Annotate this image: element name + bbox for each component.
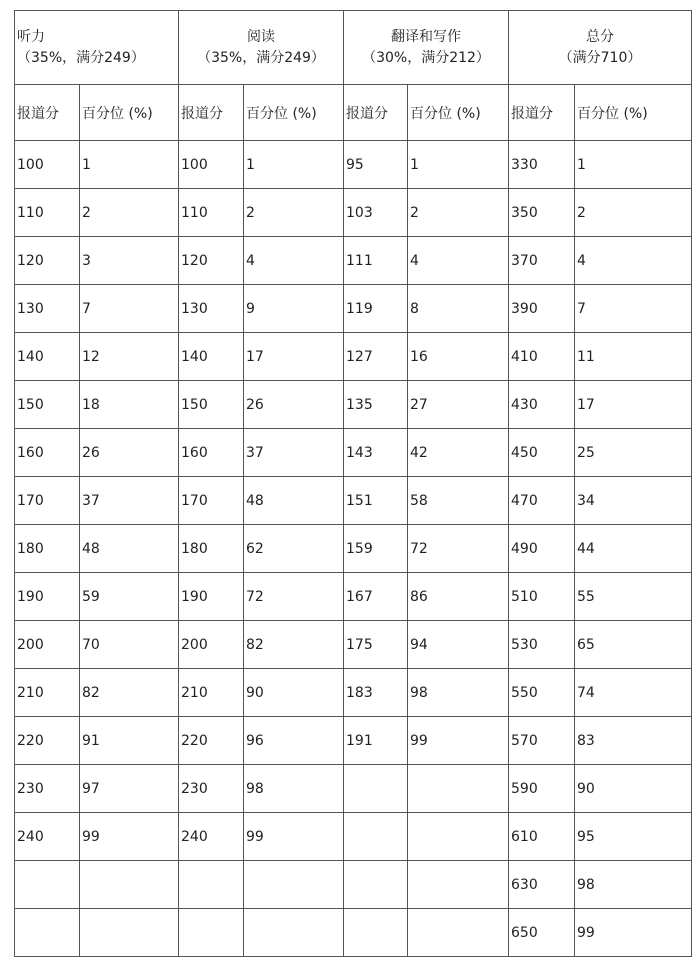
percentile-cell: 7 xyxy=(575,285,692,333)
percentile-cell: 12 xyxy=(80,333,179,381)
score-cell: 570 xyxy=(509,717,575,765)
percentile-cell: 34 xyxy=(575,477,692,525)
percentile-cell: 1 xyxy=(80,141,179,189)
score-cell: 110 xyxy=(179,189,244,237)
score-cell: 210 xyxy=(179,669,244,717)
table-row xyxy=(15,477,692,525)
score-cell: 100 xyxy=(179,141,244,189)
percentile-cell xyxy=(408,909,509,957)
score-cell: 230 xyxy=(15,765,80,813)
section-header-row xyxy=(15,11,692,85)
percentile-cell: 90 xyxy=(575,765,692,813)
score-cell: 100 xyxy=(15,141,80,189)
table-row xyxy=(15,525,692,573)
score-cell xyxy=(344,813,408,861)
percentile-cell: 26 xyxy=(80,429,179,477)
score-cell: 650 xyxy=(509,909,575,957)
percentile-cell: 95 xyxy=(575,813,692,861)
table-row xyxy=(15,189,692,237)
score-cell: 180 xyxy=(15,525,80,573)
percentile-cell: 37 xyxy=(80,477,179,525)
score-cell: 170 xyxy=(15,477,80,525)
score-cell xyxy=(344,861,408,909)
score-cell: 120 xyxy=(15,237,80,285)
score-cell: 350 xyxy=(509,189,575,237)
percentile-cell: 58 xyxy=(408,477,509,525)
percentile-cell: 86 xyxy=(408,573,509,621)
percentile-cell: 94 xyxy=(408,621,509,669)
percentile-cell xyxy=(244,861,344,909)
score-cell: 160 xyxy=(179,429,244,477)
percentile-cell: 70 xyxy=(80,621,179,669)
score-cell: 470 xyxy=(509,477,575,525)
score-cell: 119 xyxy=(344,285,408,333)
score-cell: 510 xyxy=(509,573,575,621)
percentile-cell: 82 xyxy=(244,621,344,669)
score-cell: 210 xyxy=(15,669,80,717)
table-row xyxy=(15,909,692,957)
score-cell: 220 xyxy=(15,717,80,765)
percentile-cell: 7 xyxy=(80,285,179,333)
score-cell: 110 xyxy=(15,189,80,237)
table-row xyxy=(15,717,692,765)
score-cell: 127 xyxy=(344,333,408,381)
score-cell: 160 xyxy=(15,429,80,477)
section-header-reading xyxy=(179,11,344,85)
score-cell: 430 xyxy=(509,381,575,429)
section-header-listening xyxy=(15,11,179,85)
table-row xyxy=(15,381,692,429)
percentile-cell: 3 xyxy=(80,237,179,285)
percentile-cell: 4 xyxy=(575,237,692,285)
score-cell: 95 xyxy=(344,141,408,189)
score-cell: 180 xyxy=(179,525,244,573)
table-row xyxy=(15,765,692,813)
score-cell: 167 xyxy=(344,573,408,621)
score-cell: 190 xyxy=(15,573,80,621)
percentile-cell: 62 xyxy=(244,525,344,573)
score-cell: 410 xyxy=(509,333,575,381)
score-cell xyxy=(344,909,408,957)
table-row xyxy=(15,669,692,717)
percentile-cell: 25 xyxy=(575,429,692,477)
percentile-cell: 48 xyxy=(244,477,344,525)
score-cell: 130 xyxy=(15,285,80,333)
section-name: 阅读 xyxy=(247,28,275,45)
column-header-percentile: 百分位 (%) xyxy=(408,85,509,141)
score-cell: 370 xyxy=(509,237,575,285)
percentile-cell xyxy=(80,909,179,957)
score-cell: 550 xyxy=(509,669,575,717)
column-header-percentile: 百分位 (%) xyxy=(80,85,179,141)
score-cell: 390 xyxy=(509,285,575,333)
percentile-cell: 90 xyxy=(244,669,344,717)
score-cell: 450 xyxy=(509,429,575,477)
percentile-cell: 72 xyxy=(244,573,344,621)
section-info: （35%，满分249） xyxy=(17,49,145,66)
percentile-cell: 98 xyxy=(408,669,509,717)
percentile-cell xyxy=(80,861,179,909)
column-header-score: 报道分 xyxy=(15,85,80,141)
percentile-cell: 55 xyxy=(575,573,692,621)
percentile-cell: 99 xyxy=(80,813,179,861)
score-cell xyxy=(179,909,244,957)
percentile-cell: 72 xyxy=(408,525,509,573)
percentile-cell: 42 xyxy=(408,429,509,477)
percentile-cell: 26 xyxy=(244,381,344,429)
column-header-score: 报道分 xyxy=(509,85,575,141)
percentile-cell: 2 xyxy=(244,189,344,237)
score-cell: 103 xyxy=(344,189,408,237)
score-cell: 190 xyxy=(179,573,244,621)
score-cell xyxy=(15,861,80,909)
score-cell: 230 xyxy=(179,765,244,813)
percentile-cell: 2 xyxy=(575,189,692,237)
column-header-percentile: 百分位 (%) xyxy=(575,85,692,141)
table-row xyxy=(15,573,692,621)
score-cell: 143 xyxy=(344,429,408,477)
percentile-cell: 65 xyxy=(575,621,692,669)
percentile-cell: 98 xyxy=(244,765,344,813)
score-percentile-table xyxy=(14,10,692,957)
percentile-cell: 96 xyxy=(244,717,344,765)
score-cell: 191 xyxy=(344,717,408,765)
percentile-cell xyxy=(408,765,509,813)
percentile-cell: 11 xyxy=(575,333,692,381)
percentile-cell: 1 xyxy=(575,141,692,189)
table-row xyxy=(15,861,692,909)
score-cell: 200 xyxy=(179,621,244,669)
percentile-cell: 4 xyxy=(244,237,344,285)
score-cell: 151 xyxy=(344,477,408,525)
score-cell: 150 xyxy=(15,381,80,429)
score-cell xyxy=(15,909,80,957)
column-header-percentile: 百分位 (%) xyxy=(244,85,344,141)
percentile-cell: 83 xyxy=(575,717,692,765)
percentile-cell: 99 xyxy=(408,717,509,765)
section-name: 总分 xyxy=(586,28,614,45)
score-cell: 220 xyxy=(179,717,244,765)
section-header-total xyxy=(509,11,692,85)
percentile-cell: 1 xyxy=(244,141,344,189)
table-row xyxy=(15,429,692,477)
table-row xyxy=(15,285,692,333)
score-cell: 590 xyxy=(509,765,575,813)
score-cell: 140 xyxy=(15,333,80,381)
percentile-cell: 1 xyxy=(408,141,509,189)
score-cell: 140 xyxy=(179,333,244,381)
percentile-cell: 98 xyxy=(575,861,692,909)
score-cell: 610 xyxy=(509,813,575,861)
percentile-cell: 17 xyxy=(575,381,692,429)
percentile-cell: 37 xyxy=(244,429,344,477)
score-cell: 150 xyxy=(179,381,244,429)
score-cell: 130 xyxy=(179,285,244,333)
table-row xyxy=(15,621,692,669)
score-cell xyxy=(179,861,244,909)
percentile-cell: 82 xyxy=(80,669,179,717)
section-info: （满分710） xyxy=(558,49,642,66)
percentile-cell: 44 xyxy=(575,525,692,573)
score-cell: 159 xyxy=(344,525,408,573)
score-cell: 111 xyxy=(344,237,408,285)
score-cell: 135 xyxy=(344,381,408,429)
percentile-cell: 99 xyxy=(244,813,344,861)
score-cell xyxy=(344,765,408,813)
table-row xyxy=(15,237,692,285)
percentile-cell: 16 xyxy=(408,333,509,381)
table-row xyxy=(15,141,692,189)
table-row xyxy=(15,333,692,381)
score-cell: 240 xyxy=(15,813,80,861)
score-cell: 170 xyxy=(179,477,244,525)
percentile-cell: 97 xyxy=(80,765,179,813)
column-header-score: 报道分 xyxy=(344,85,408,141)
percentile-cell: 59 xyxy=(80,573,179,621)
section-name: 翻译和写作 xyxy=(391,28,461,45)
percentile-cell xyxy=(244,909,344,957)
score-cell: 240 xyxy=(179,813,244,861)
score-cell: 490 xyxy=(509,525,575,573)
percentile-cell: 91 xyxy=(80,717,179,765)
percentile-cell: 4 xyxy=(408,237,509,285)
score-cell: 120 xyxy=(179,237,244,285)
percentile-cell: 2 xyxy=(408,189,509,237)
percentile-cell: 27 xyxy=(408,381,509,429)
percentile-cell: 8 xyxy=(408,285,509,333)
percentile-cell: 99 xyxy=(575,909,692,957)
percentile-cell: 17 xyxy=(244,333,344,381)
percentile-cell: 2 xyxy=(80,189,179,237)
percentile-cell xyxy=(408,813,509,861)
column-header-score: 报道分 xyxy=(179,85,244,141)
percentile-cell: 9 xyxy=(244,285,344,333)
section-name: 听力 xyxy=(17,28,45,45)
score-cell: 330 xyxy=(509,141,575,189)
percentile-cell: 48 xyxy=(80,525,179,573)
score-cell: 183 xyxy=(344,669,408,717)
score-cell: 200 xyxy=(15,621,80,669)
percentile-cell xyxy=(408,861,509,909)
score-cell: 175 xyxy=(344,621,408,669)
score-cell: 530 xyxy=(509,621,575,669)
section-info: （30%，满分212） xyxy=(362,49,490,66)
percentile-cell: 74 xyxy=(575,669,692,717)
section-header-translation-writing xyxy=(344,11,509,85)
table-row xyxy=(15,813,692,861)
percentile-cell: 18 xyxy=(80,381,179,429)
column-header-row xyxy=(15,85,692,141)
section-info: （35%，满分249） xyxy=(197,49,325,66)
score-cell: 630 xyxy=(509,861,575,909)
